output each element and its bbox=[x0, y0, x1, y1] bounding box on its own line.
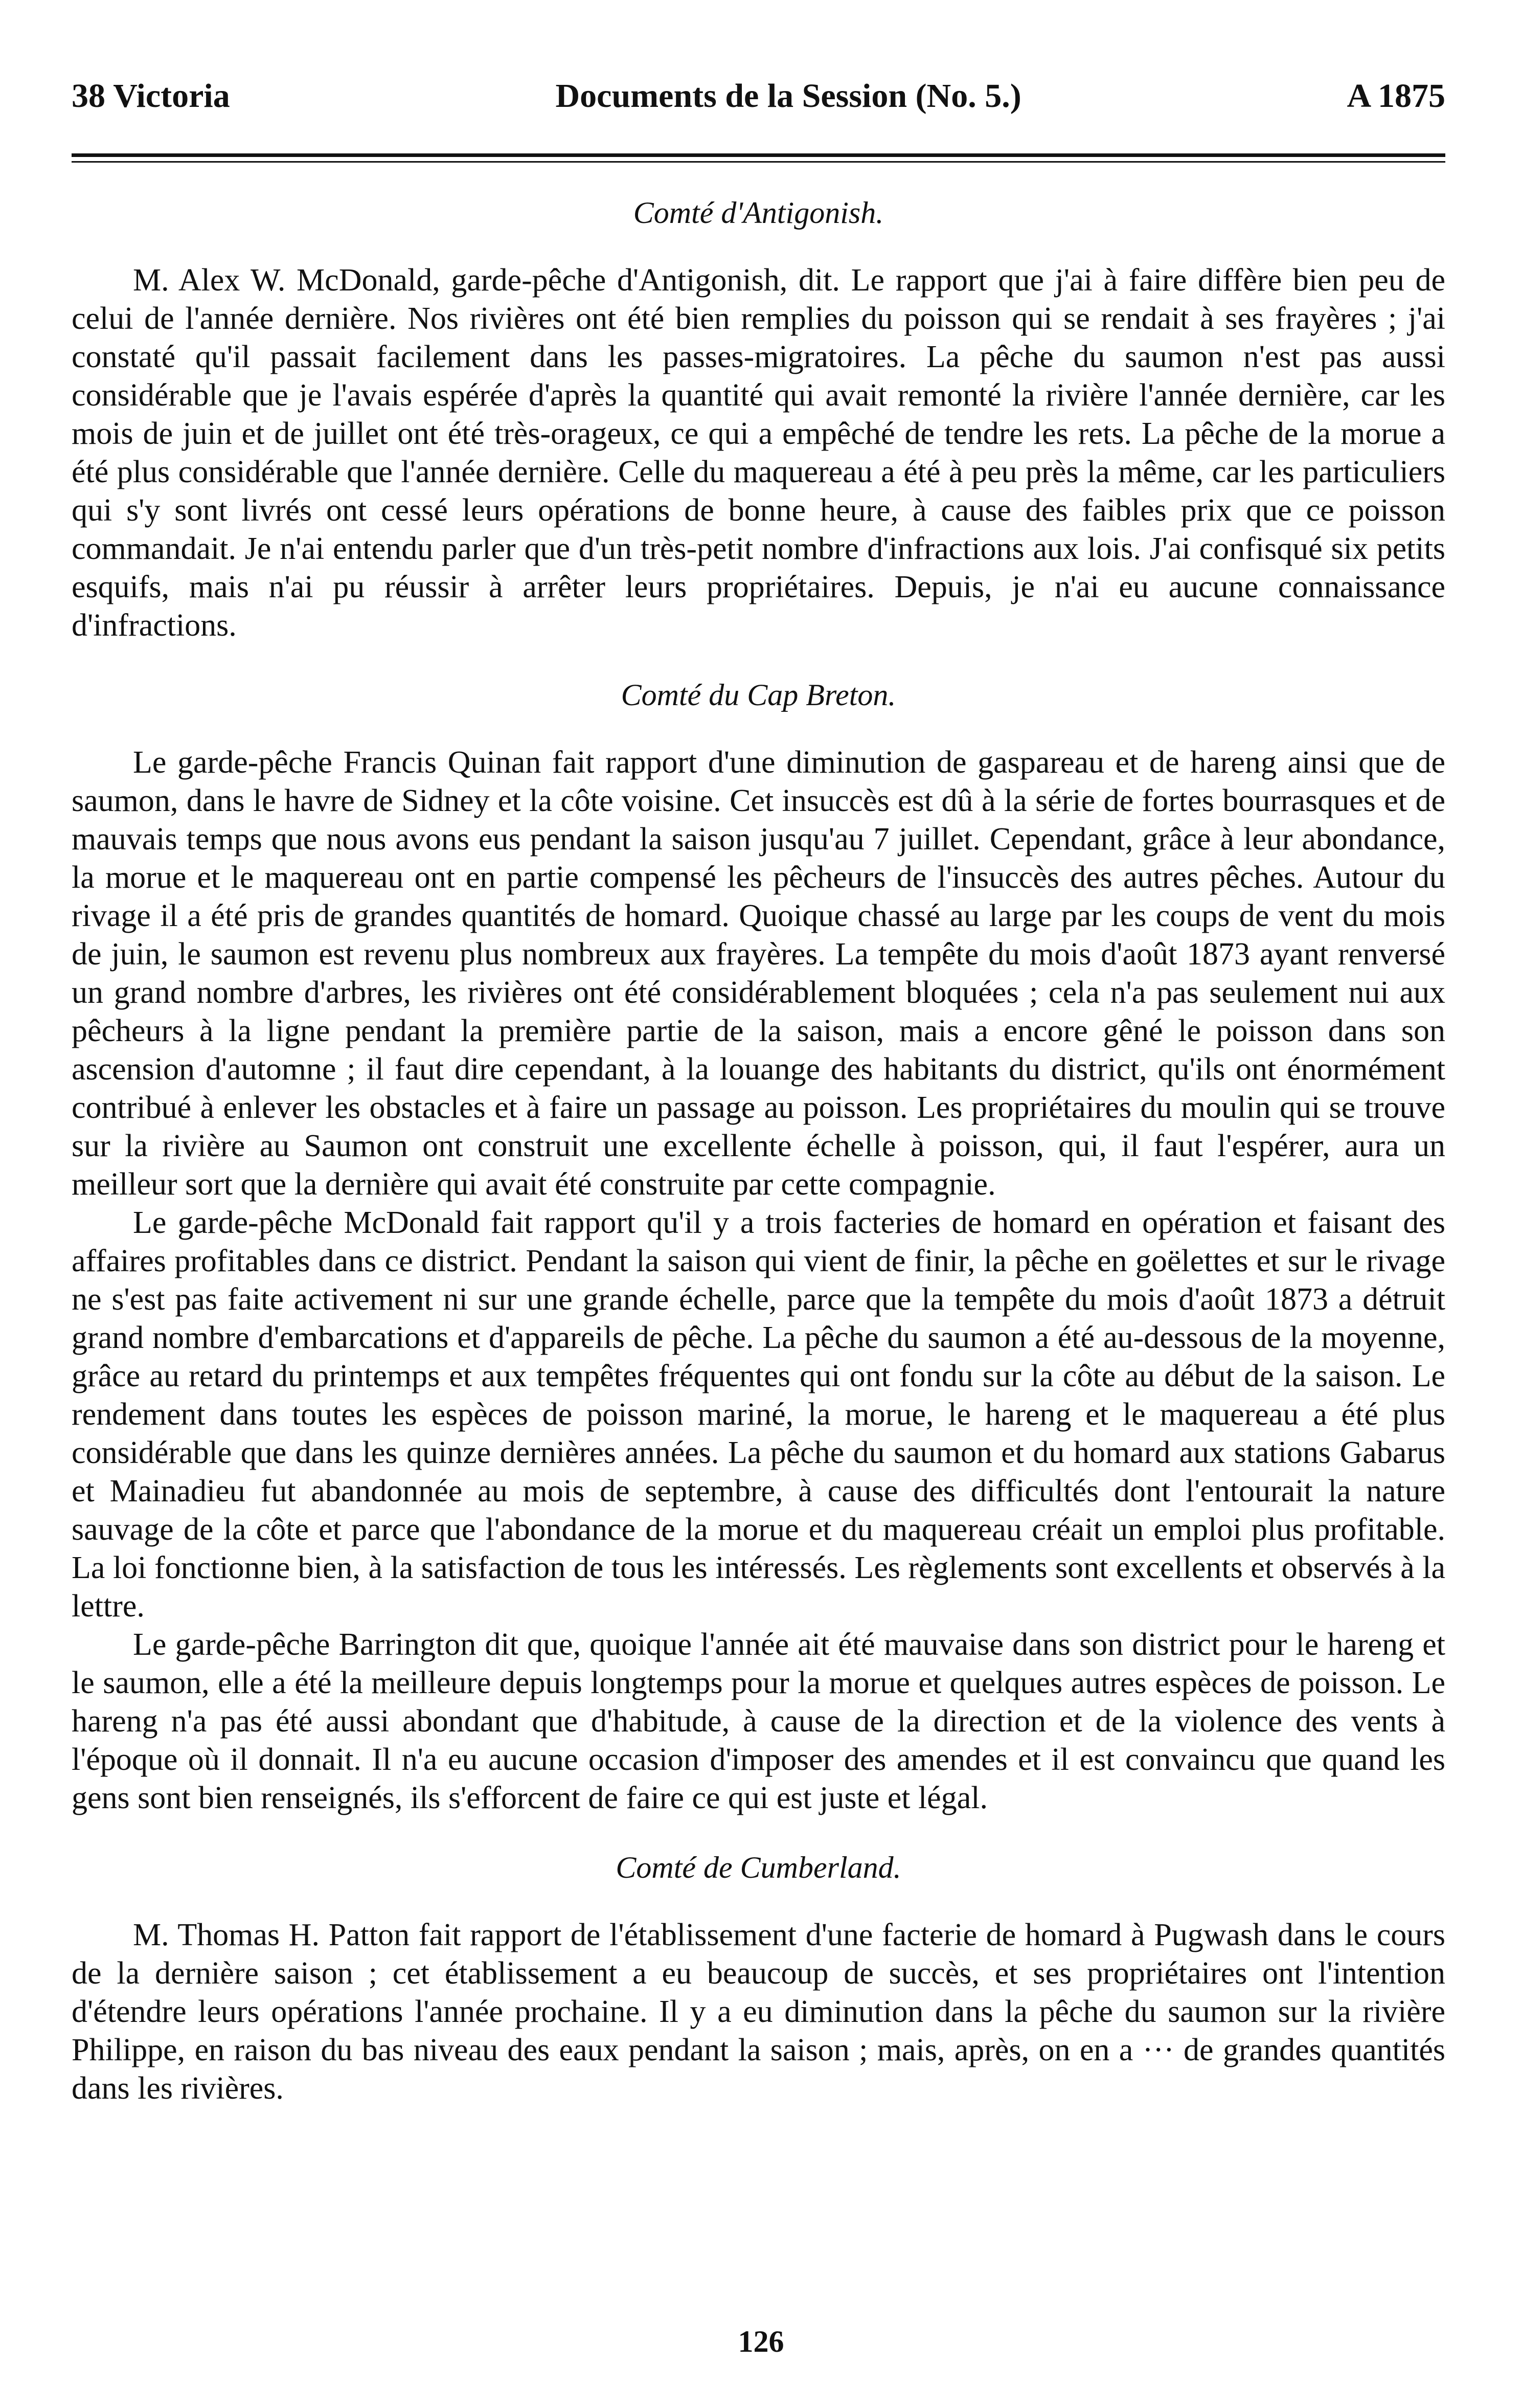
section-title-antigonish: Comté d'Antigonish. bbox=[633, 196, 884, 230]
header-center: Documents de la Session (No. 5.) bbox=[555, 77, 1021, 115]
paragraph: M. Alex W. McDonald, garde-pêche d'Antigonish, dit. Le rapport que j'ai à faire diffère bien peu de celui de l'année dernière. Nos rivières ont été bien remplies du poisson qui se rendait à ses frayères ; j'ai constaté qu'il passait facilement dans les passes-migratoires. La pêche du saumon n'est pas aussi considérable que je l'avais espérée d'après la quantité qui avait remonté la rivière l'année dernière, car les mois de juin et de juillet ont été très-orageux, ce qui a empêché de tendre les rets. La pêche de la morue a été plus considérable que l'année dernière. Celle du maquereau a été à peu près la même, car les particuliers qui s'y sont livrés ont cessé leurs opérations de bonne heure, à cause des faibles prix que ce poisson commandait. Je n'ai entendu parler que d'un très-petit nombre d'infractions aux lois. J'ai confisqué six petits esquifs, mais n'ai pu réussir à arrêter leurs propriétaires. Depuis, je n'ai eu aucune connaissance d'infractions. bbox=[72, 263, 1445, 643]
header-left: 38 Victoria bbox=[72, 77, 230, 115]
header-rule-thick bbox=[72, 153, 1445, 157]
paragraph: M. Thomas H. Patton fait rapport de l'établissement d'une facterie de homard à Pugwash dans le cours de la dernière saison ; cet établissement a eu beaucoup de succès, et ses propriétaires ont l'intention d'étendre leurs opérations l'année prochaine. Il y a eu diminution dans la pêche du saumon sur la rivière Philippe, en raison du bas niveau des eaux pendant la saison ; mais, après, on en a ··· de grandes quantités dans les rivières. bbox=[72, 1918, 1445, 2106]
running-header bbox=[72, 77, 1445, 133]
section-title-cumberland: Comté de Cumberland. bbox=[616, 1851, 901, 1884]
header-right: A 1875 bbox=[1347, 77, 1445, 115]
header-rule-thin bbox=[72, 161, 1445, 163]
page-number: 126 bbox=[738, 2325, 784, 2358]
paragraph: Le garde-pêche McDonald fait rapport qu'il y a trois facteries de homard en opération et faisant des affaires profitables dans ce district. Pendant la saison qui vient de finir, la pêche en goëlettes et sur le rivage ne s'est pas faite activement ni sur une grande échelle, parce que la tempête du mois d'août 1873 a détruit grand nombre d'embarcations et d'appareils de pêche. La pêche du saumon a été au-dessous de la moyenne, grâce au retard du printemps et aux tempêtes fréquentes qui ont fondu sur la côte au début de la saison. Le rendement dans toutes les espèces de poisson mariné, la morue, le hareng et le maquereau a été plus considérable que dans les quinze dernières années. La pêche du saumon et du homard aux stations Gabarus et Mainadieu fut abandonnée au mois de septembre, à cause des difficultés dont l'entourait la nature sauvage de la côte et parce que l'abondance de la morue et du maquereau créait un emploi plus profitable. La loi fonctionne bien, à la satisfaction de tous les intéressés. Les règlements sont excellents et observés à la lettre. bbox=[72, 1205, 1445, 1624]
paragraph: Le garde-pêche Barrington dit que, quoique l'année ait été mauvaise dans son district pour le hareng et le saumon, elle a été la meilleure depuis longtemps pour la morue et quelques autres espèces de poisson. Le hareng n'a pas été aussi abondant que d'habitude, à cause de la direction et de la violence des vents à l'époque où il donnait. Il n'a eu aucune occasion d'imposer des amendes et il est convaincu que quand les gens sont bien renseignés, ils s'efforcent de faire ce qui est juste et légal. bbox=[72, 1627, 1445, 1815]
section-title-cap-breton: Comté du Cap Breton. bbox=[621, 678, 896, 712]
paragraph: Le garde-pêche Francis Quinan fait rapport d'une diminution de gaspareau et de hareng ainsi que de saumon, dans le havre de Sidney et la côte voisine. Cet insuccès est dû à la série de fortes bourrasques et de mauvais temps que nous avons eus pendant la saison jusqu'au 7 juillet. Cependant, grâce à leur abondance, la morue et le maquereau ont en partie compensé les pêcheurs de l'insuccès des autres pêches. Autour du rivage il a été pris de grandes quantités de homard. Quoique chassé au large par les coups de vent du mois de juin, le saumon est revenu plus nombreux aux frayères. La tempête du mois d'août 1873 ayant renversé un grand nombre d'arbres, les rivières ont été considérablement bloquées ; cela n'a pas seulement nui aux pêcheurs à la ligne pendant la première partie de la saison, mais a encore gêné le poisson dans son ascension d'automne ; il faut dire cependant, à la louange des habitants du district, qu'ils ont énormément contribué à enlever les obstacles et à faire un passage au poisson. Les propriétaires du moulin qui se trouve sur la rivière au Saumon ont construit une excellente échelle à poisson, qui, il faut l'espérer, aura un meilleur sort que la dernière qui avait été construite par cette compagnie. bbox=[72, 745, 1445, 1202]
